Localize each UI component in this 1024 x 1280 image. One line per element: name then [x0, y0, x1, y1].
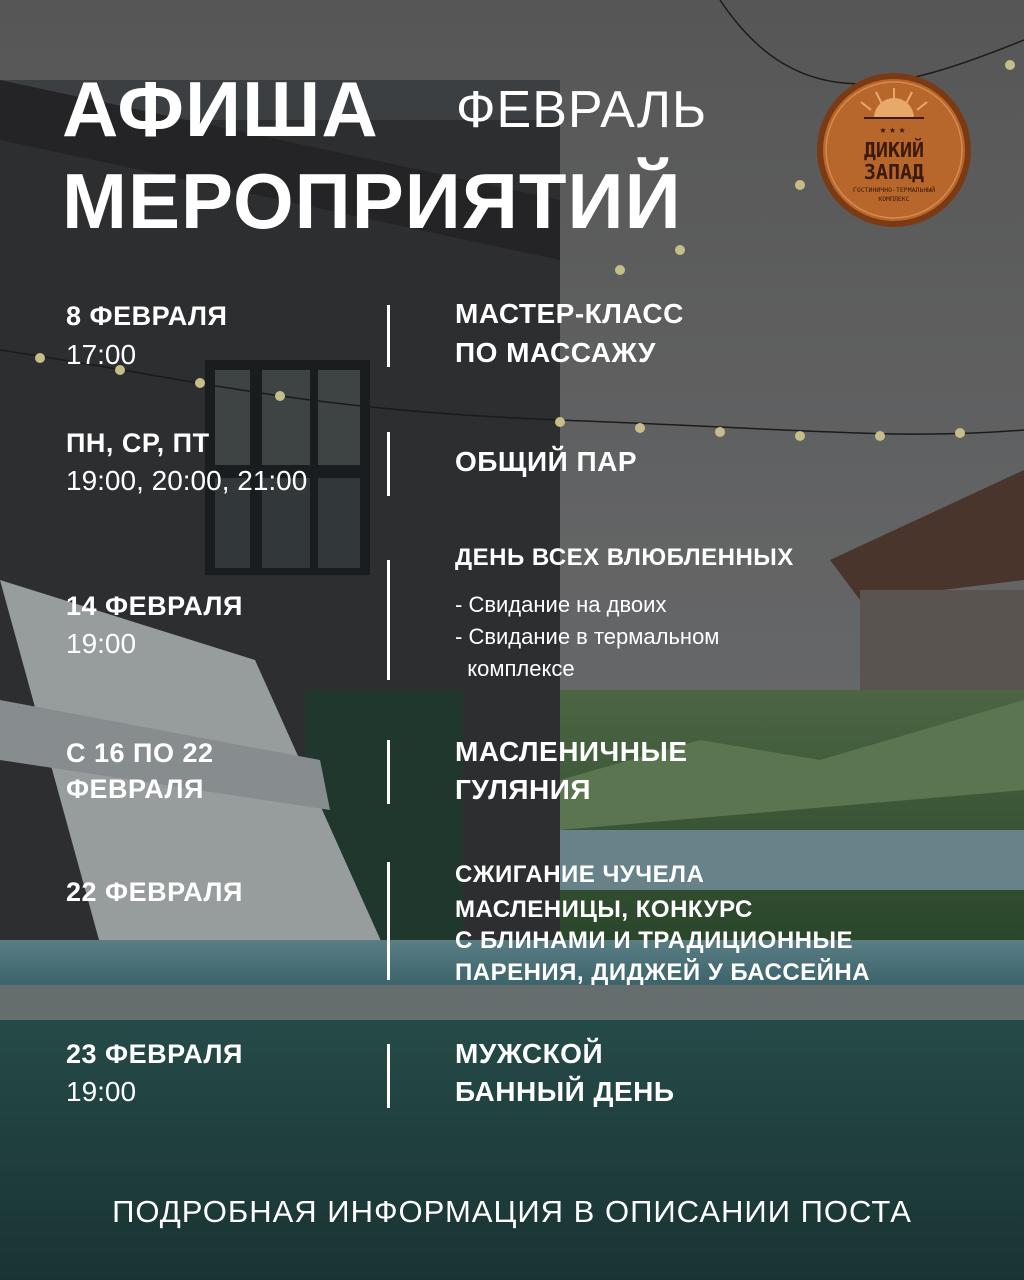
row-divider	[387, 1044, 390, 1108]
row-divider	[387, 560, 390, 680]
hotel-logo	[816, 72, 972, 228]
logo-name-line2: ЗАПАД	[863, 160, 925, 184]
event-title-line: С БЛИНАМИ И ТРАДИЦИОННЫЕ	[455, 927, 853, 954]
event-detail: комплексе	[455, 656, 575, 681]
row-divider	[387, 740, 390, 804]
event-title-line: МАСЛЕНИЦЫ, КОНКУРС	[455, 896, 753, 923]
row-divider	[387, 305, 390, 367]
event-detail: - Свидание на двоих	[455, 592, 667, 617]
logo-sub-line1: ГОСТИНИЧНО-ТЕРМАЛЬНЫЙ	[852, 186, 936, 194]
month-label: ФЕВРАЛЬ	[456, 81, 708, 139]
row-divider	[387, 862, 390, 980]
row-divider	[387, 432, 390, 496]
event-time: 19:00, 20:00, 21:00	[66, 465, 308, 496]
event-date: ПН, СР, ПТ	[66, 428, 210, 458]
event-title-line: МАСТЕР-КЛАСС	[455, 298, 684, 329]
event-date: 22 ФЕВРАЛЯ	[66, 877, 243, 907]
event-date: 23 ФЕВРАЛЯ	[66, 1039, 243, 1069]
event-time: 17:00	[66, 339, 137, 370]
event-title-line: ДЕНЬ ВСЕХ ВЛЮБЛЕННЫХ	[455, 544, 794, 571]
event-date: ФЕВРАЛЯ	[66, 774, 204, 804]
logo-name-line1: ДИКИЙ	[863, 138, 925, 162]
event-date: С 16 ПО 22	[66, 738, 214, 768]
event-title-line: МУЖСКОЙ	[455, 1038, 604, 1069]
event-title-line: ПАРЕНИЯ, ДИДЖЕЙ У БАССЕЙНА	[455, 959, 871, 986]
poster-title-line1: АФИША	[62, 65, 379, 153]
event-time: 19:00	[66, 1076, 137, 1107]
event-title-line: МАСЛЕНИЧНЫЕ	[455, 736, 688, 767]
event-time: 19:00	[66, 628, 137, 659]
event-title-line: БАННЫЙ ДЕНЬ	[455, 1076, 675, 1107]
event-title-line: ПО МАССАЖУ	[455, 337, 656, 368]
poster-title-line2: МЕРОПРИЯТИЙ	[62, 157, 682, 245]
event-detail: - Свидание в термальном	[455, 624, 720, 649]
event-title-line: СЖИГАНИЕ ЧУЧЕЛА	[455, 861, 705, 888]
event-date: 8 ФЕВРАЛЯ	[66, 301, 228, 331]
event-date: 14 ФЕВРАЛЯ	[66, 591, 243, 621]
event-title-line: ОБЩИЙ ПАР	[455, 446, 637, 477]
logo-stars: ★★★	[879, 123, 909, 136]
logo-sub-line2: КОМПЛЕКС	[878, 195, 910, 203]
event-title-line: ГУЛЯНИЯ	[455, 774, 591, 805]
footer-note: ПОДРОБНАЯ ИНФОРМАЦИЯ В ОПИСАНИИ ПОСТА	[112, 1194, 912, 1229]
